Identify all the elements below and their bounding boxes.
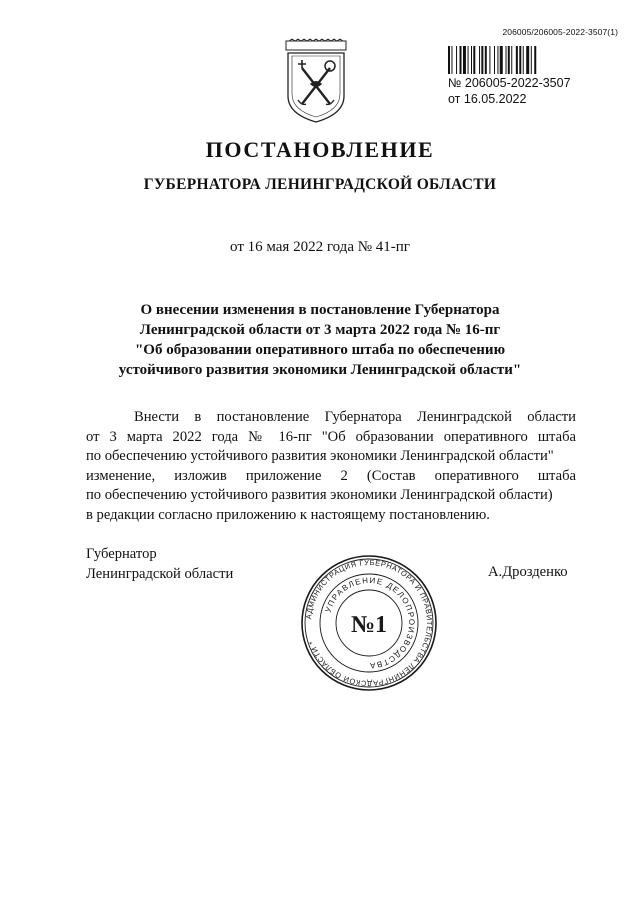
subject-line: Ленинградской области от 3 марта 2022 года № 16-пг (139, 322, 501, 338)
subject-line: О внесении изменения в постановление Губернатора (140, 302, 500, 318)
subject-line: "Об образовании оперативного штаба по обеспечению (134, 342, 506, 358)
barcode-bar (456, 46, 457, 74)
barcode-bar (481, 46, 483, 74)
signatory-title-line: Ленинградской области (86, 566, 234, 582)
signatory-name: А.Дрозденко (488, 564, 568, 580)
barcode-bar (506, 46, 507, 74)
barcode-bar (523, 46, 524, 74)
barcode-bar (511, 46, 512, 74)
signatory-title (86, 544, 233, 584)
barcode-bar (489, 46, 490, 74)
official-seal (299, 553, 439, 693)
registration-date: от 16.05.2022 (448, 92, 527, 106)
barcode-bar (497, 46, 498, 74)
barcode-bar (485, 46, 487, 74)
coat-of-arms-emblem (280, 38, 352, 124)
barcode-bar (448, 46, 450, 74)
body-line: по обеспечению устойчивого развития экономики Ленинградской области" (86, 448, 554, 465)
seal-inner-text: УПРАВЛЕНИЕ ДЕЛОПРОИЗВОДСТВА (323, 575, 417, 671)
body-line: по обеспечению устойчивого развития экономики Ленинградской области) (86, 487, 553, 504)
barcode-bar (463, 46, 466, 74)
barcode-bar (473, 46, 475, 74)
subject-line: устойчивого развития экономики Ленинградской области" (118, 362, 522, 378)
barcode-bar (471, 46, 472, 74)
barcode-bar (451, 46, 452, 74)
document-type-heading: ПОСТАНОВЛЕНИЕ (205, 137, 435, 162)
barcode-bar (531, 46, 532, 74)
signatory-title-line: Губернатор (86, 546, 157, 562)
body-line: в редакции согласно приложению к настоящему постановлению. (86, 506, 490, 523)
document-issuer: ГУБЕРНАТОРА ЛЕНИНГРАДСКОЙ ОБЛАСТИ (143, 176, 497, 193)
barcode-bar (534, 46, 536, 74)
seal-outer-text: АДМИНИСТРАЦИЯ ГУБЕРНАТОРА И ПРАВИТЕЛЬСТВА ЛЕНИНГРАДСКОЙ ОБЛАСТИ * (304, 557, 435, 689)
registration-number: № 206005-2022-3507 (448, 76, 571, 90)
barcode-bar (519, 46, 521, 74)
body-line: Внести в постановление Губернатора Ленинградской области (134, 409, 576, 425)
body-line: изменение, изложив приложение 2 (Состав оперативного штаба (86, 467, 576, 484)
barcode-bar (526, 46, 529, 74)
decree-date-number: от 16 мая 2022 года № 41-пг (230, 239, 410, 255)
decree-subject (110, 300, 530, 380)
seal-number: №1 (350, 612, 388, 638)
barcode-bar (516, 46, 518, 74)
decree-body (86, 408, 576, 526)
barcode-bar (479, 46, 480, 74)
barcode-bar (494, 46, 495, 74)
barcode-bar (508, 46, 510, 74)
top-reference: 206005/206005-2022-3507(1) (502, 27, 618, 37)
barcode-bar (460, 46, 462, 74)
barcode (448, 46, 562, 74)
barcode-bar (468, 46, 469, 74)
barcode-bar (500, 46, 503, 74)
body-line: от 3 марта 2022 года № 16-пг "Об образовании оперативного штаба (86, 428, 576, 445)
